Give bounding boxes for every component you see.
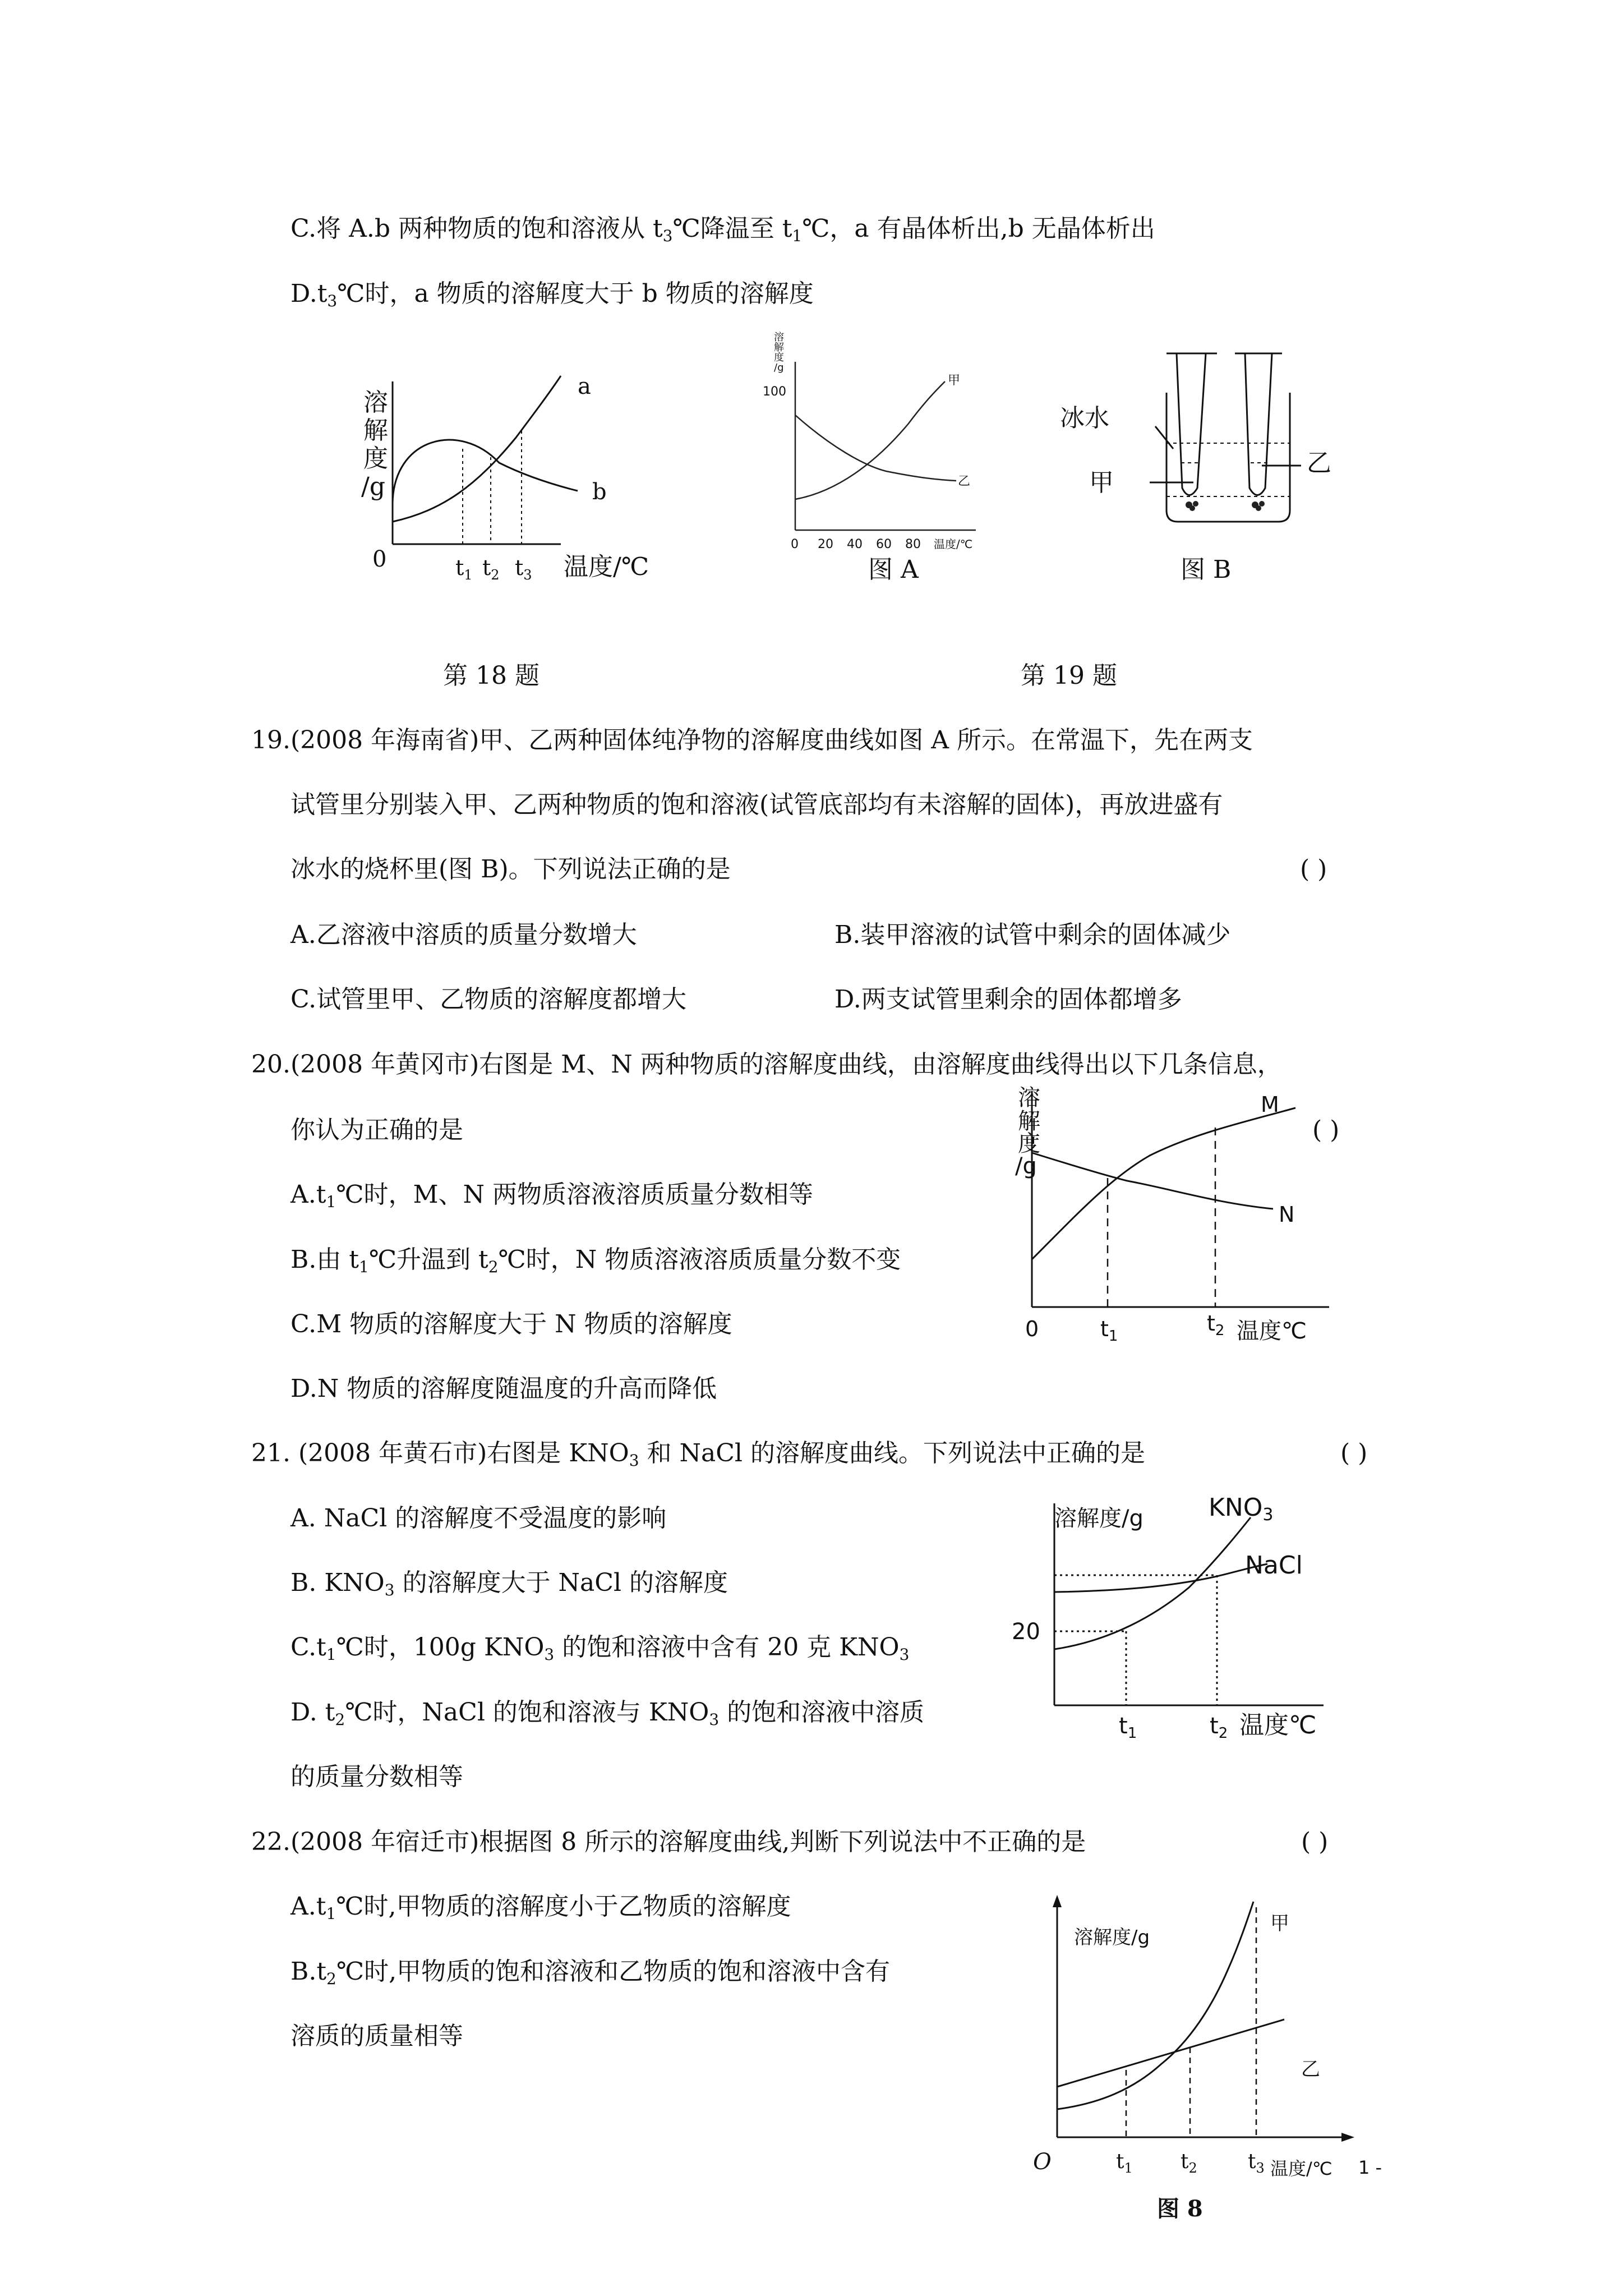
fig21-t1: $t_1$: [1119, 1713, 1137, 1742]
fig19a-ylabel-1: 溶: [774, 332, 784, 343]
fig19a-chart: [746, 328, 1038, 564]
fig19a-tick-40: 40: [847, 537, 863, 551]
fig19a-y100: 100: [763, 385, 786, 399]
fig19b-tube-right: [1239, 353, 1278, 495]
fig18-chart: [348, 359, 649, 595]
fig21-curve-kno3: [1054, 1517, 1251, 1649]
q19-option-b: B.装甲溶液的试管中剩余的固体减少: [834, 921, 1231, 949]
fig20-ylabel-1: 溶: [1018, 1085, 1040, 1111]
fig19a-ylabel-4: /g: [774, 362, 784, 374]
fig19a-ylabel-2: 解: [774, 342, 784, 353]
caption-q19: 第 19 题: [1021, 661, 1117, 690]
fig21-t2: $t_2$: [1210, 1713, 1228, 1742]
q19-stem-line2: 试管里分别装入甲、乙两种物质的饱和溶液(试管底部均有未溶解的固体)，再放进盛有: [291, 790, 1223, 819]
fig21-y20: 20: [1012, 1619, 1040, 1645]
fig22-ylabel: 溶解度/g: [1074, 1926, 1150, 1949]
fig22-chart: [1032, 1890, 1402, 2205]
fig19a-label-yi: 乙: [958, 475, 971, 489]
fig20-ylabel-2: 解: [1018, 1108, 1040, 1134]
fig19a-tick-80: 80: [905, 537, 921, 551]
fig18-t3: $t_3$: [515, 555, 532, 583]
fig19b-icewater-label: 冰水: [1060, 404, 1109, 432]
fig22-t3: $t_3$: [1248, 2150, 1265, 2176]
fig19b-tube-left: [1171, 353, 1211, 495]
fig19a-ylabel-3: 度: [774, 352, 784, 364]
fig19a-label-jia: 甲: [948, 374, 961, 388]
q21-option-a: A. NaCl 的溶解度不受温度的影响: [291, 1504, 667, 1533]
fig20-curve-n: [1032, 1153, 1273, 1209]
q22-option-b-line2: 溶质的质量相等: [291, 2022, 463, 2050]
fig21-label-kno3: KNO3: [1209, 1493, 1274, 1525]
fig19b-caption: 图 B: [1181, 555, 1232, 584]
caption-q18: 第 18 题: [443, 661, 540, 690]
q20-stem-line2: 你认为正确的是: [291, 1116, 463, 1144]
q19-answer-paren: ( ): [1300, 855, 1327, 884]
fig18-ylabel-1: 溶: [363, 388, 388, 417]
fig22-origin: O: [1033, 2149, 1052, 2175]
q20-option-b: B.由 $t_1℃$升温到 $t_2℃$时，N 物质溶液溶质质量分数不变: [291, 1245, 901, 1276]
fig22-xlabel: 温度/℃: [1270, 2158, 1332, 2179]
q20-answer-paren: ( ): [1312, 1116, 1340, 1144]
fig19b-beaker: [1166, 393, 1290, 522]
fig20-t1: $t_1$: [1100, 1317, 1118, 1345]
q21-option-c: $C.t_1℃$时，100g $KNO_3$ 的饱和溶液中含有 20 克 $KNO_3$: [291, 1633, 910, 1664]
q18-option-c: C.将 A.b 两种物质的饱和溶液从 $t_3℃$降温至 $t_1℃$，a 有晶体析出,b 无晶体析出: [291, 214, 1155, 245]
q21-stem: 21. (2008 年黄石市)右图是 $KNO_3$ 和 NaCl 的溶解度曲线。下列说法中正确的是: [251, 1439, 1145, 1470]
fig20-ylabel-4: /g: [1015, 1153, 1037, 1179]
fig21-chart: [1009, 1492, 1357, 1742]
q19-option-d: D.两支试管里剩余的固体都增多: [834, 985, 1182, 1014]
q21-answer-paren: ( ): [1340, 1439, 1368, 1467]
fig22-t2: $t_2$: [1181, 2150, 1197, 2176]
q22-option-a: $A.t_1℃$时,甲物质的溶解度小于乙物质的溶解度: [291, 1892, 791, 1923]
fig22-label-yi: 乙: [1301, 2058, 1320, 2081]
fig18-label-b: b: [592, 479, 607, 505]
q20-stem-line1: 20.(2008 年黄冈市)右图是 M、N 两种物质的溶解度曲线，由溶解度曲线得出以下几条信息，: [251, 1050, 1282, 1079]
fig19b-yi-label: 乙: [1307, 449, 1331, 477]
fig19a-tick-60: 60: [876, 537, 892, 551]
q19-stem-line3: 冰水的烧杯里(图 B)。下列说法正确的是: [291, 855, 731, 884]
fig21-ylabel: 溶解度/g: [1054, 1506, 1144, 1531]
fig20-curve-m: [1032, 1108, 1295, 1259]
fig18-label-a: a: [578, 374, 591, 399]
fig21-xlabel: 温度℃: [1239, 1711, 1317, 1740]
q19-option-c: C.试管里甲、乙物质的溶解度都增大: [291, 985, 687, 1014]
fig19a-caption: 图 A: [868, 555, 919, 584]
q20-option-d: D.N 物质的溶解度随温度的升高而降低: [291, 1374, 717, 1403]
q21-option-d: D. $t_2℃$时，NaCl 的饱和溶液与 $KNO_3$ 的饱和溶液中溶质: [291, 1698, 925, 1729]
fig20-label-m: M: [1261, 1092, 1279, 1117]
q18-option-d: $D.t_3℃$时，a 物质的溶解度大于 b 物质的溶解度: [291, 279, 814, 310]
q19-option-a: A.乙溶液中溶质的质量分数增大: [291, 921, 637, 949]
fig19a-tick-20: 20: [818, 537, 833, 551]
q19-stem-line1: 19.(2008 年海南省)甲、乙两种固体纯净物的溶解度曲线如图 A 所示。在常温下，先在两支: [251, 726, 1253, 754]
fig20-label-n: N: [1279, 1202, 1295, 1227]
fig18-origin: 0: [372, 546, 387, 572]
page-number: 1 -: [1358, 2157, 1382, 2178]
q22-stem: 22.(2008 年宿迁市)根据图 8 所示的溶解度曲线,判断下列说法中不正确的是: [251, 1828, 1086, 1856]
fig20-xlabel: 温度℃: [1237, 1318, 1307, 1344]
fig19b-jia-label: 甲: [1089, 468, 1114, 497]
fig18-ylabel-2: 解: [363, 416, 388, 445]
fig19b-apparatus: [1054, 342, 1346, 533]
fig19a-tick-0: 0: [791, 537, 799, 551]
q22-option-b: $B.t_2℃$时,甲物质的饱和溶液和乙物质的饱和溶液中含有: [291, 1957, 891, 1988]
q21-option-b: B. $KNO_3$ 的溶解度大于 NaCl 的溶解度: [291, 1568, 728, 1599]
fig18-t1: $t_1$: [455, 555, 473, 583]
fig20-chart: [981, 1077, 1352, 1346]
fig18-xlabel: 温度/℃: [564, 553, 649, 581]
fig22-t1: $t_1$: [1116, 2150, 1133, 2176]
q20-option-a: $A.t_1℃$时，M、N 两物质溶液溶质质量分数相等: [291, 1180, 814, 1211]
fig20-t2: $t_2$: [1207, 1311, 1225, 1339]
fig19a-xlabel: 温度/℃: [934, 537, 973, 551]
fig22-caption: 图 8: [1157, 2196, 1203, 2222]
fig19a-curve-jia: [795, 381, 945, 499]
fig20-ylabel-3: 度: [1018, 1131, 1040, 1157]
fig18-curve-b: [393, 440, 578, 505]
fig18-t2: $t_2$: [482, 555, 500, 583]
q20-option-c: C.M 物质的溶解度大于 N 物质的溶解度: [291, 1310, 732, 1338]
fig22-curve-yi: [1057, 2019, 1284, 2087]
fig22-label-jia: 甲: [1270, 1912, 1289, 1935]
fig18-ylabel-4: /g: [361, 472, 385, 501]
fig21-curve-nacl: [1054, 1564, 1267, 1592]
fig20-origin: 0: [1025, 1317, 1039, 1341]
fig18-ylabel-3: 度: [363, 444, 388, 473]
q21-option-d-line2: 的质量分数相等: [291, 1763, 463, 1791]
fig19a-curve-yi: [795, 415, 956, 481]
fig21-label-nacl: NaCl: [1245, 1551, 1303, 1580]
q22-answer-paren: ( ): [1301, 1828, 1329, 1856]
